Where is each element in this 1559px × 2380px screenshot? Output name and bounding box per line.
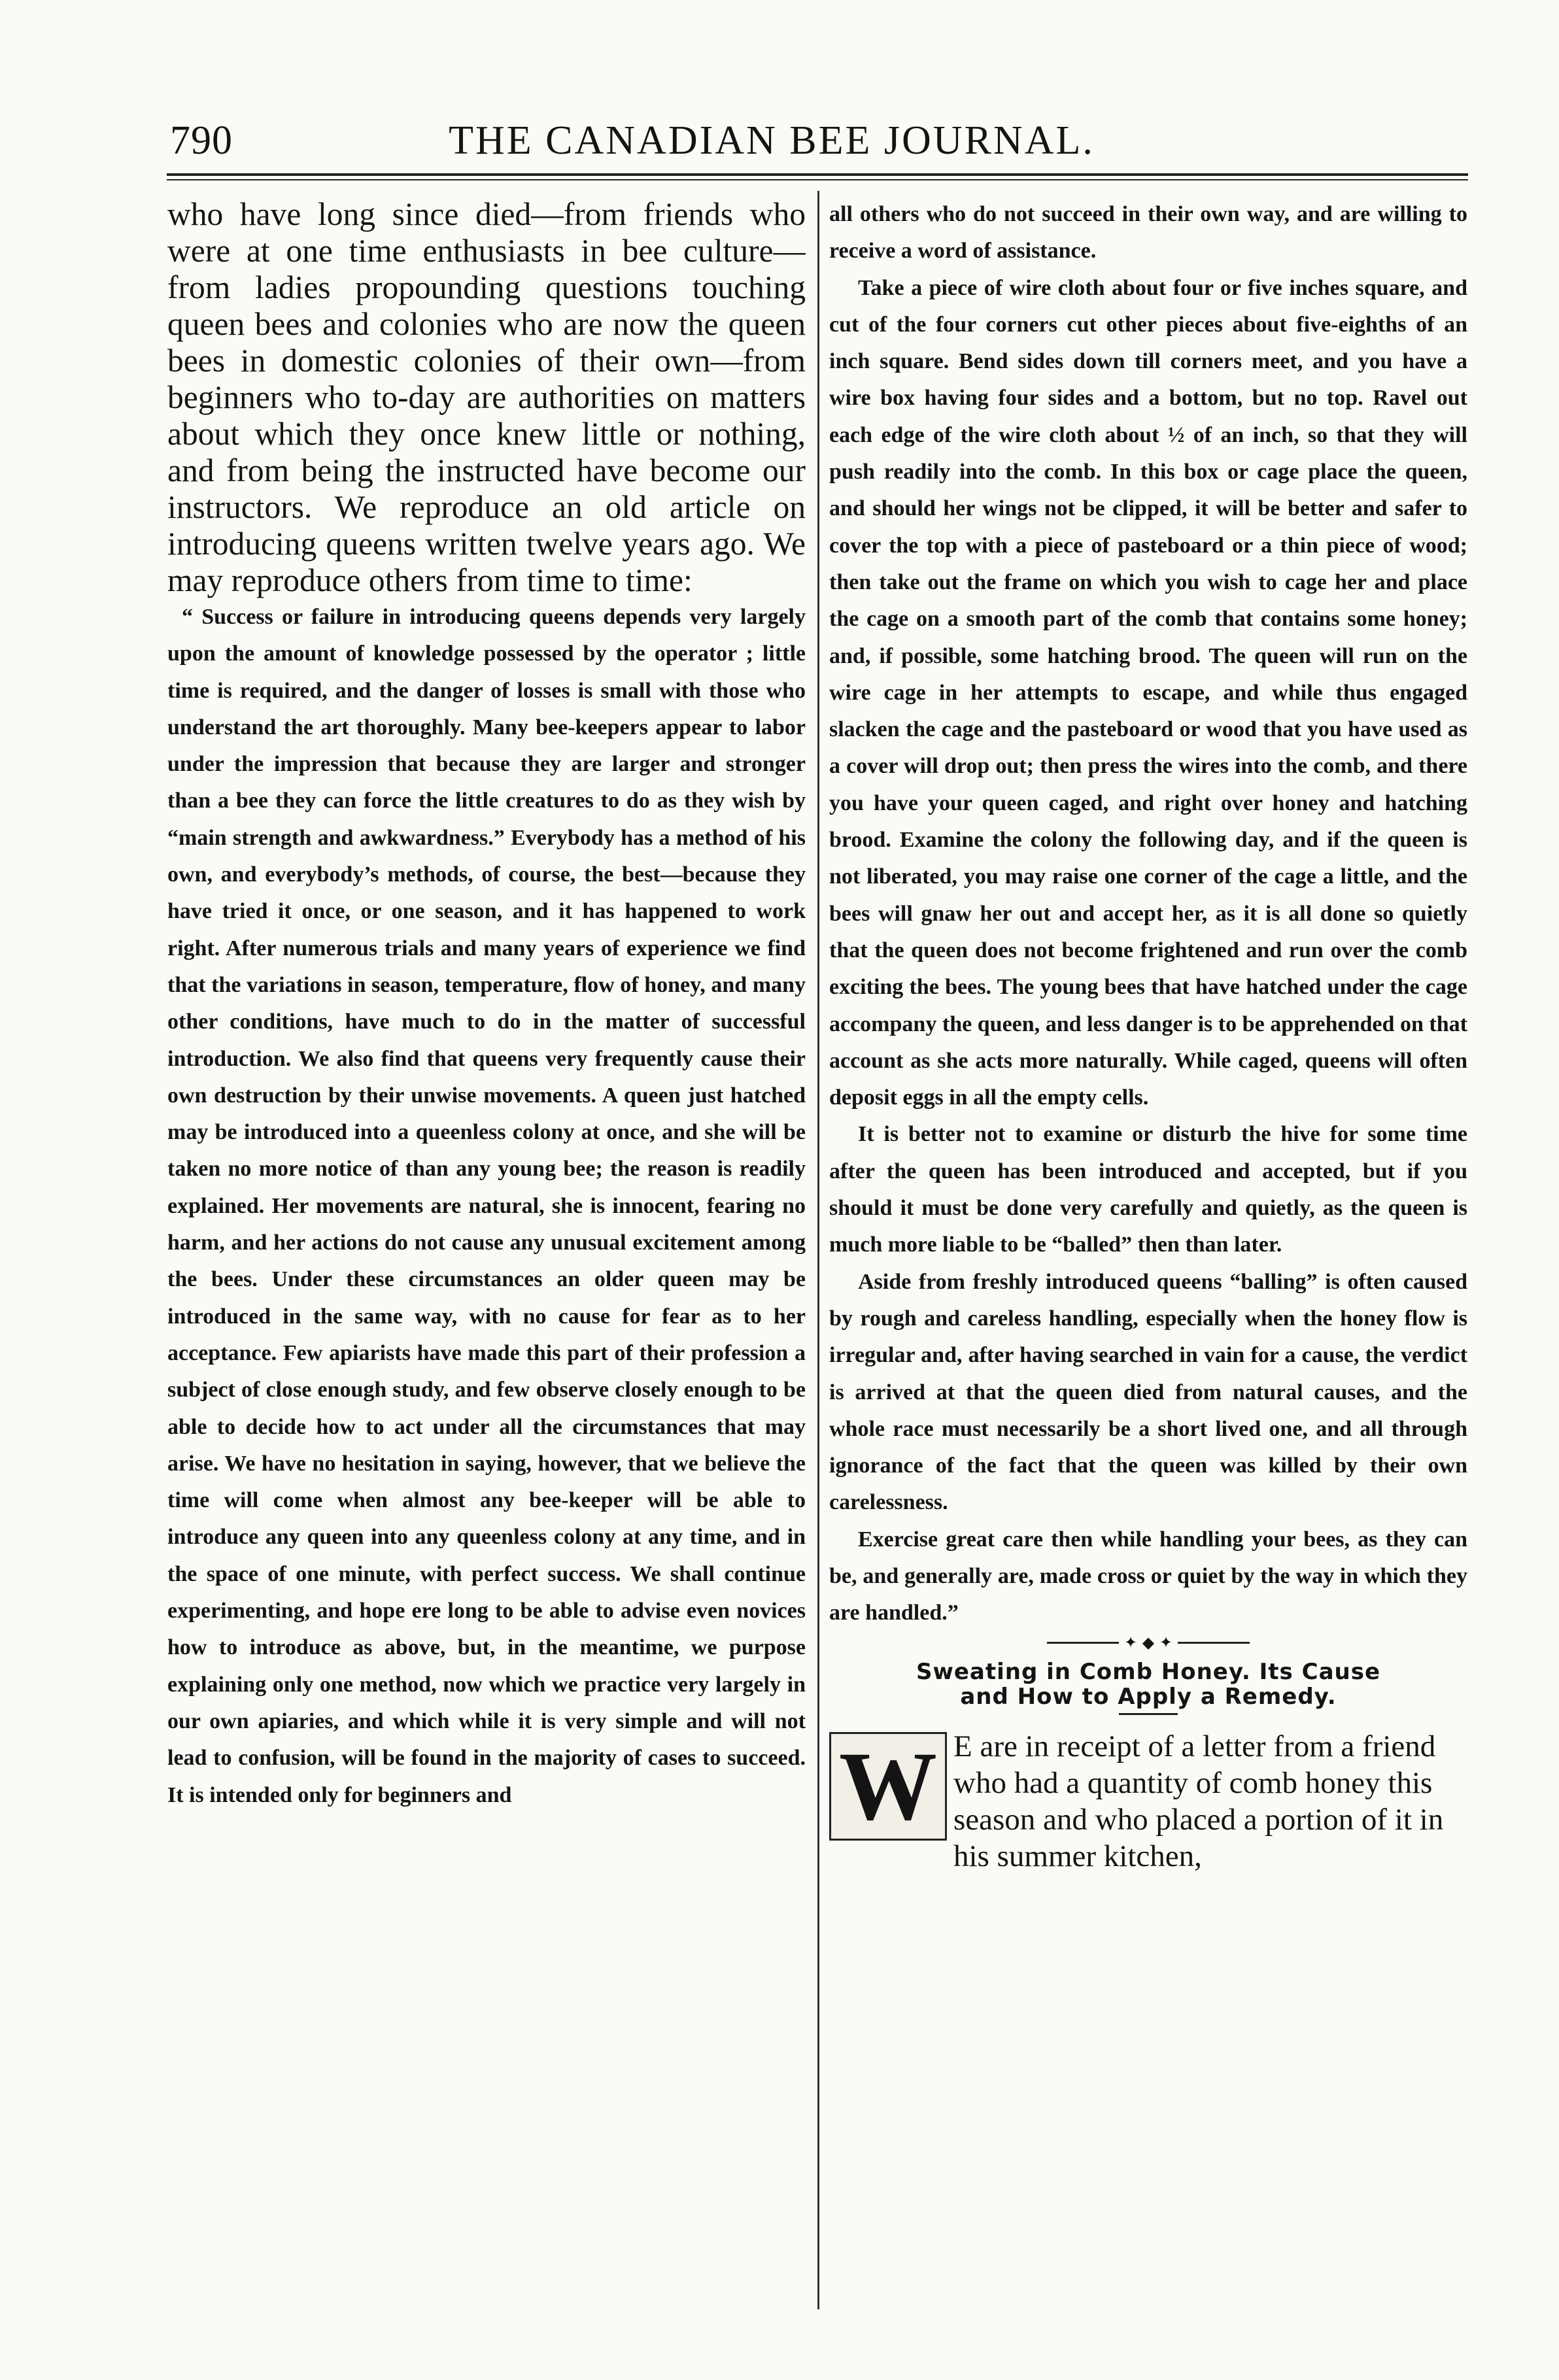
article-paragraph: Aside from freshly introduced queens “balling” is often caused by rough and careless handling, especially when the honey flow is irregular and, after having searched in vain for a cause, the verdict is arrived at that the queen died from natural causes, and the whole race must necessarily be a short lived one, and all through ignorance of the fact that the queen was killed by their own carelessness.	[829, 1269, 1467, 1515]
left-column	[167, 196, 806, 2315]
ornamental-initial	[829, 1732, 947, 1841]
article-paragraph: all others who do not succeed in their own way, and are willing to receive a word of assistance.	[829, 202, 1467, 264]
header-rule	[167, 173, 1468, 180]
quoted-article: “ Success or failure in introducing queens depends very largely upon the amount of knowledge possessed by the operator ; little time is required, and the danger of losses is small with those who understand the art thoroughly. Many bee-keepers appear to labor under the impression that because they are larger and stronger than a bee they can force the little creatures to do as they wish by “main strength and awkwardness.” Everybody has a method of his own, and everybody’s methods, of course, the best—because they have tried it once, or one season, and it has happened to work right. After numerous trials and many years of experience we find that the variations in season, temperature, flow of honey, and many other conditions, have much to do in the matter of successful introduction. We also find that queens very frequently cause their own destruction by their unwise movements. A queen just hatched may be introduced into a queenless colony at once, and she will be taken no more notice of than any young bee; the reason is readily explained. Her movements are natural, she is innocent, fearing no harm, and her actions do not cause any unusual excitement among the bees. Under these circumstances an older queen may be introduced in the same way, with no cause for fear as to her acceptance. Few apiarists have made this part of their profession a subject of close enough study, and few observe closely enough to be able to decide how to act under all the circumstances that may arise. We have no hesitation in saying, however, that we believe the time will come when almost any bee-keeper will be able to introduce any queen into any queenless colony at any time, and in the space of one minute, with perfect success. We shall continue experimenting, and hope ere long to be able to advise even novices how to introduce as above, but, in the meantime, we purpose explaining only one method, now which we practice very largely in our own apiaries, and which while it is very simple and will not lead to confusion, will be found in the majority of cases to succeed. It is intended only for beginners and	[167, 605, 806, 1807]
heading-rule	[1119, 1713, 1178, 1715]
article-paragraph: Take a piece of wire cloth about four or five inches square, and cut of the four corners cut other pieces about five-eighths of an inch square. Bend sides down till corners meet, and you have a wire box having four sides and a bottom, but no top. Ravel out each edge of the wire cloth about ½ of an inch, so that they will push readily into the comb. In this box or cage place the queen, and should her wings not be clipped, it will be better and safer to cover the top with a piece of pasteboard or a thin piece of wood; then take out the frame on which you wish to cage her and place the cage on a smooth part of the comb that contains some honey; and, if possible, some hatching brood. The queen will run on the wire cage in her attempts to escape, and while thus engaged slacken the cage and the pasteboard or wood that you have used as a cover will drop out; then press the wires into the comb, and there you have your queen caged, and right over honey and hatching brood. Examine the colony the following day, and if the queen is not liberated, you may raise one corner of the cage a little, and the bees will gnaw her out and accept her, as it is all done so quietly that the queen does not become frightened and run over the comb exciting the bees. The young bees that have hatched under the cage accompany the queen, and less danger is to be apprehended on that account as she acts more naturally. While caged, queens will often deposit eggs in all the empty cells.	[829, 275, 1467, 1110]
initial-letter: W	[839, 1731, 937, 1841]
page-number: 790	[170, 118, 233, 163]
running-title: THE CANADIAN BEE JOURNAL.	[449, 118, 1095, 163]
section-heading-line: Sweating in Comb Honey. Its Cause	[916, 1658, 1381, 1685]
article-paragraph: Exercise great care then while handling your bees, as they can be, and generally are, made cross or quiet by the way in which they are handled.”	[829, 1527, 1467, 1625]
section-ornament: ✦ ◆ ✦	[829, 1633, 1467, 1652]
column-divider	[817, 191, 819, 2309]
section-heading-line: and How to Apply a Remedy.	[960, 1683, 1337, 1710]
section-heading	[829, 1659, 1467, 1709]
lead-paragraph: who have long since died—from friends who were at one time enthusiasts in bee culture—from ladies propounding questions touching queen bees and colonies who are now the queen bees in domestic colonies of their own—from beginners who to-day are authorities on matters about which they once knew little or nothing, and from being the instructed have become our instructors. We reproduce an old article on introducing queens written twelve years ago. We may reproduce others from time to time:	[167, 196, 806, 598]
right-column	[829, 196, 1467, 2315]
dropcap-paragraph-text: E are in receipt of a letter from a friend who had a quantity of comb honey this season and who placed a portion of it in his summer kitchen,	[953, 1729, 1444, 1873]
page-header	[170, 118, 1373, 170]
dropcap-paragraph	[829, 1728, 1467, 1875]
article-paragraph: It is better not to examine or disturb the hive for some time after the queen has been introduced and accepted, but if you should it must be done very carefully and quietly, as the queen is much more liable to be “balled” then than later.	[829, 1122, 1467, 1257]
